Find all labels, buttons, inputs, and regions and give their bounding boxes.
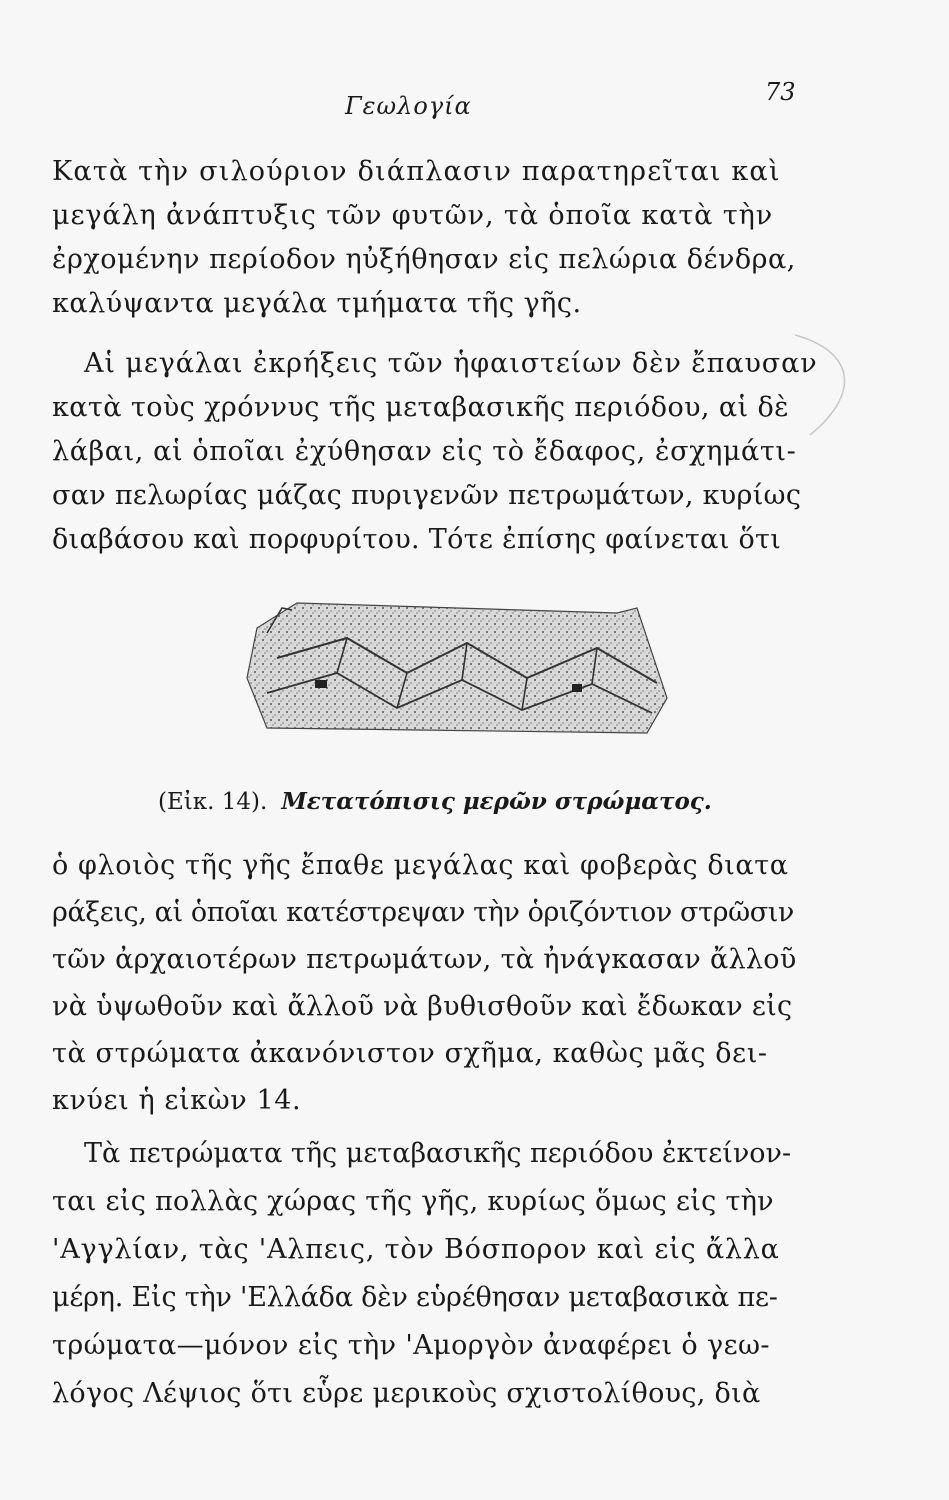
figure-image (237, 598, 675, 738)
text-line: καλύψαντα μεγάλα τμήματα τῆς γῆς. (52, 288, 582, 319)
text-line: τρώματα—μόνον εἰς τὴν 'Αμοργὸν ἀναφέρει ὁ γεω- (52, 1330, 770, 1361)
text-line: λάβαι, αἱ ὁποῖαι ἐχύθησαν εἰς τὸ ἔδαφος, ἐσχημάτι- (52, 436, 797, 467)
text-line: διαβάσου καὶ πορφυρίτου. Τότε ἐπίσης φαίνεται ὅτι (52, 524, 782, 555)
text-line: κνύει ἡ εἰκὼν 14. (52, 1085, 302, 1116)
figure-caption (158, 788, 712, 815)
text-line: Αἱ μεγάλαι ἐκρήξεις τῶν ἡφαιστείων δὲν ἔπαυσαν (84, 348, 818, 379)
text-line: κατὰ τοὺς χρόννυς τῆς μεταβασικῆς περιόδου, αἱ δὲ (52, 392, 790, 423)
text-line: Τὰ πετρώματα τῆς μεταβασικῆς περιόδου ἐκτείνον- (84, 1138, 792, 1169)
text-line: ται εἰς πολλὰς χώρας τῆς γῆς, κυρίως ὅμως εἰς τὴν (52, 1186, 774, 1217)
figure-title: Μετατόπισις μερῶν στρώματος. (281, 788, 712, 815)
text-line: ράξεις, αἱ ὁποῖαι κατέστρεψαν τὴν ὁριζόντιον στρῶσιν (52, 897, 794, 928)
text-line: μεγάλη ἀνάπτυξις τῶν φυτῶν, τὰ ὁποῖα κατὰ τὴν (52, 200, 774, 231)
figure-label: (Εἰκ. 14). (158, 789, 268, 815)
text-line: μέρη. Εἰς τὴν 'Ελλάδα δὲν εὑρέθησαν μεταβασικὰ πε- (52, 1282, 778, 1313)
page-number: 73 (765, 78, 796, 106)
text-line: λόγος Λέψιος ὅτι εὗρε μερικοὺς σχιστολίθους, διὰ (52, 1378, 761, 1409)
text-line: νὰ ὑψωθοῦν καὶ ἄλλοῦ νὰ βυθισθοῦν καὶ ἔδωκαν εἰς (52, 991, 793, 1022)
running-title: Γεωλογία (345, 92, 472, 120)
paragraph-2 (52, 350, 842, 570)
text-line: σαν πελωρίας μάζας πυριγενῶν πετρωμάτων, κυρίως (52, 480, 802, 511)
text-line: ἐρχομένην περίοδον ηὐξήθησαν εἰς πελώρια δένδρα, (52, 244, 796, 275)
text-line: Κατὰ τὴν σιλούριον διάπλασιν παρατηρεῖται καὶ (52, 156, 781, 187)
text-line: τῶν ἀρχαιοτέρων πετρωμάτων, τὰ ἠνάγκασαν ἄλλοῦ (52, 944, 797, 975)
text-line: τὰ στρώματα ἀκανόνιστον σχῆμα, καθὼς μᾶς δει- (52, 1038, 768, 1069)
text-line: ὁ φλοιὸς τῆς γῆς ἔπαθε μεγάλας καὶ φοβερὰς διατα (52, 850, 789, 881)
text-line: 'Αγγλίαν, τὰς 'Αλπεις, τὸν Βόσπορον καὶ εἰς ἄλλα (52, 1234, 780, 1265)
paragraph-3 (52, 852, 842, 1134)
paragraph-1 (52, 158, 842, 334)
paragraph-4 (52, 1140, 842, 1428)
